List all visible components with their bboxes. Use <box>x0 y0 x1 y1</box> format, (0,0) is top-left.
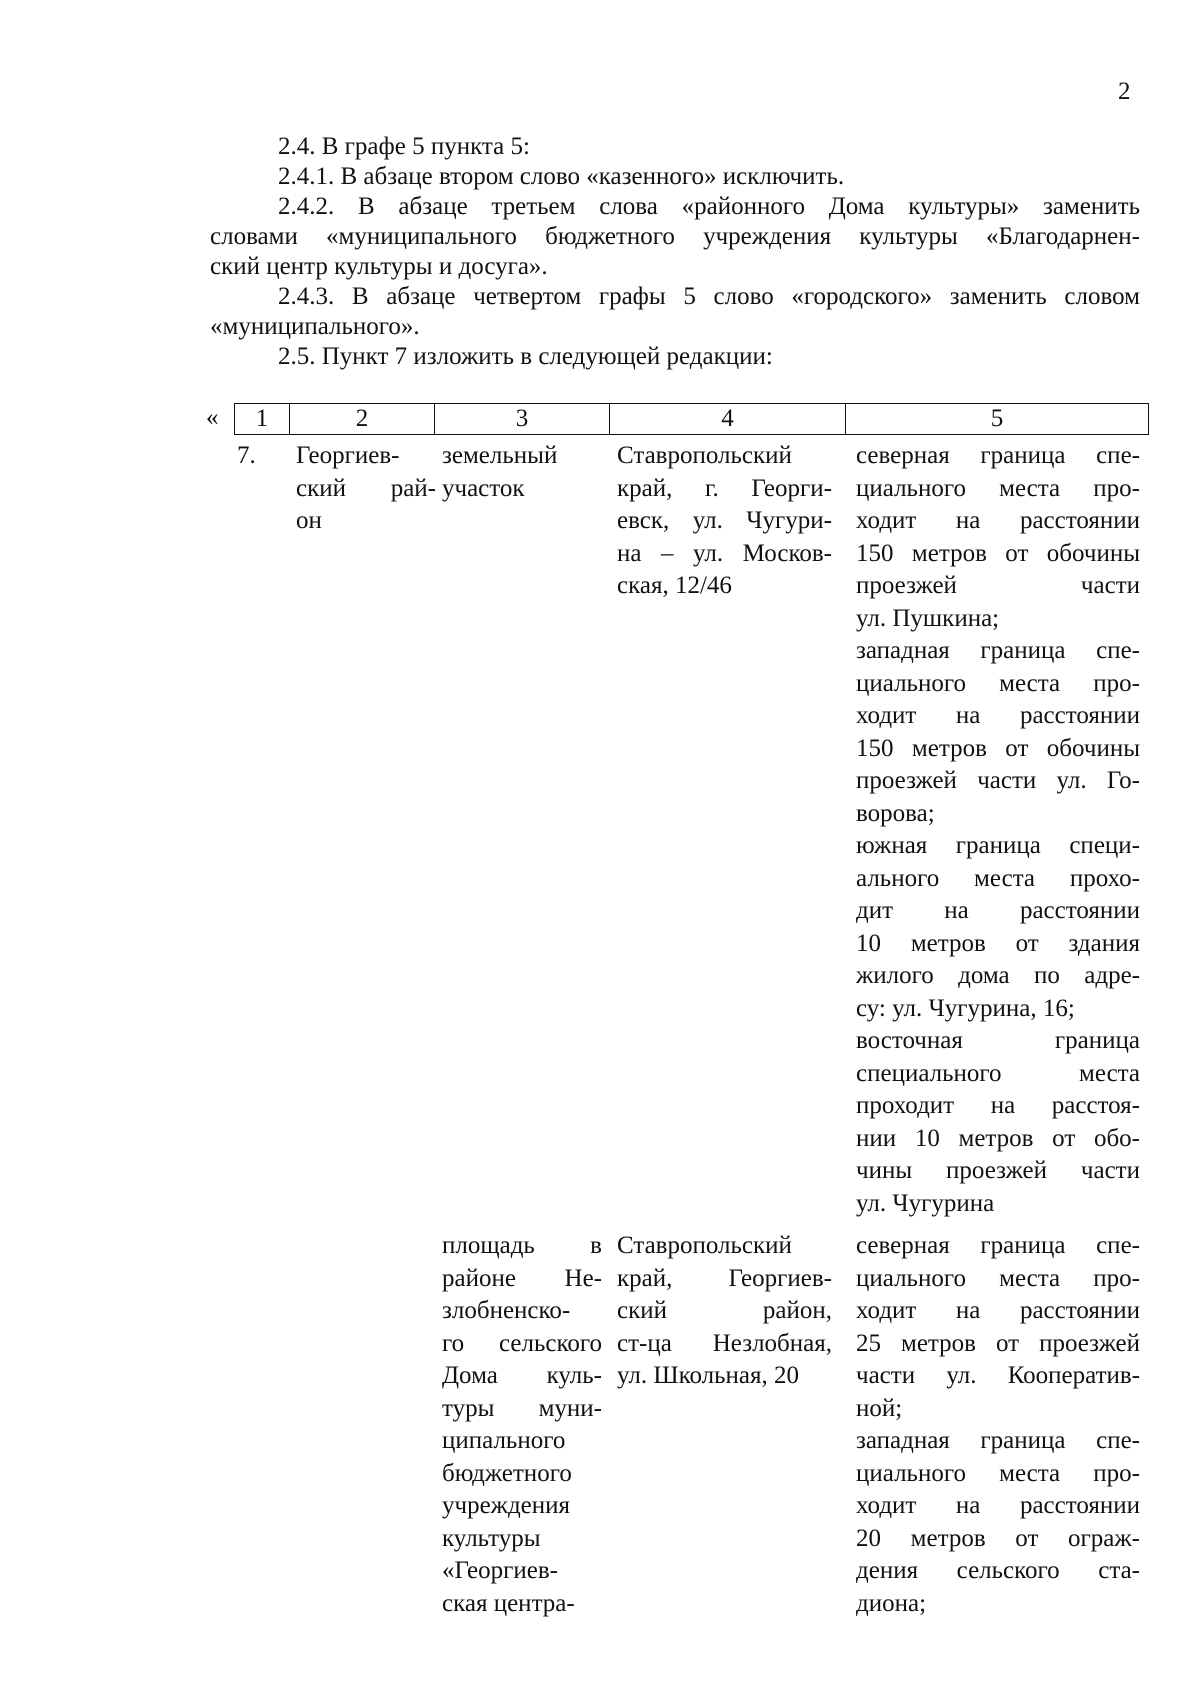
cell-line: Дома куль- <box>442 1362 602 1389</box>
cell-line: земельный <box>442 442 558 469</box>
header-col-4: 4 <box>610 404 846 435</box>
cell-line: 150 метров от обочины <box>856 539 1140 567</box>
cell-line: край, г. Георги- <box>617 474 832 502</box>
cell-line: ворова; <box>856 799 935 827</box>
cell-line: проходит на расстоя- <box>856 1092 1140 1119</box>
cell-line: участок <box>442 474 525 502</box>
cell-line: го сельского <box>442 1329 602 1357</box>
cell-line: северная граница спе- <box>856 442 1140 469</box>
cell-line: чины проезжей части <box>856 1157 1140 1184</box>
row7-district <box>296 440 436 538</box>
cell-line: ул. Чугурина <box>856 1189 995 1217</box>
cell-line: западная граница спе- <box>856 1427 1140 1454</box>
paragraph-line: 2.4.3. В абзаце четвертом графы 5 слово «городского» заменить словом <box>278 283 1140 310</box>
cell-line: ходит на расстоянии <box>856 507 1140 534</box>
cell-line: ская центра- <box>442 1589 575 1617</box>
cell-line: восточная граница <box>856 1027 1140 1054</box>
cell-line: 20 метров от ограж- <box>856 1524 1140 1552</box>
header-col-2: 2 <box>290 404 435 435</box>
cell-line: ной; <box>856 1394 903 1422</box>
paragraph-2-4 <box>210 132 1140 162</box>
cell-line: дения сельского ста- <box>856 1557 1140 1584</box>
cell-line: 150 метров от обочины <box>856 734 1140 762</box>
cell-line: 10 метров от здания <box>856 929 1140 957</box>
cell-line: Георгиев- <box>296 442 400 469</box>
cell-line: он <box>296 507 322 534</box>
paragraph-line: 2.4. В графе 5 пункта 5: <box>278 133 530 160</box>
cell-line: циального места про- <box>856 474 1140 502</box>
cell-line: дит на расстоянии <box>856 897 1140 924</box>
cell-line: учреждения <box>442 1492 571 1519</box>
entry1-object <box>442 440 602 505</box>
cell-line: ский район, <box>617 1297 832 1324</box>
cell-line: диона; <box>856 1589 927 1617</box>
cell-line: циального места про- <box>856 1264 1140 1292</box>
paragraph-line: 2.4.1. В абзаце втором слово «казенного» исключить. <box>278 163 845 190</box>
cell-line: ального места прохо- <box>856 864 1140 892</box>
cell-line: проезжей части <box>856 572 1140 599</box>
cell-line: «Георгиев- <box>442 1557 559 1584</box>
paragraph-line: «муниципального». <box>210 313 420 340</box>
paragraph-2-4-2 <box>210 192 1140 282</box>
cell-line: части ул. Кооператив- <box>856 1362 1140 1389</box>
cell-line: ходит на расстоянии <box>856 1492 1140 1519</box>
cell-line: бюджетного <box>442 1459 572 1487</box>
cell-line: 7. <box>237 442 256 469</box>
cell-line: евск, ул. Чугури- <box>617 507 832 534</box>
paragraph-line: 2.5. Пункт 7 изложить в следующей редакции: <box>278 343 773 370</box>
paragraph-line: ский центр культуры и досуга». <box>210 253 548 280</box>
cell-line: жилого дома по адре- <box>856 962 1140 989</box>
cell-line: су: ул. Чугурина, 16; <box>856 994 1075 1022</box>
paragraph-line: 2.4.2. В абзаце третьем слова «районного Дома культуры» заменить <box>278 193 1140 220</box>
cell-line: нии 10 метров от обо- <box>856 1124 1140 1152</box>
cell-line: ул. Пушкина; <box>856 604 1000 632</box>
paragraph-2-5 <box>210 342 1140 372</box>
cell-line: проезжей части ул. Го- <box>856 767 1140 794</box>
cell-line: ципального <box>442 1427 566 1454</box>
entry1-address <box>617 440 832 603</box>
cell-line: на – ул. Москов- <box>617 539 832 567</box>
cell-line: ходит на расстоянии <box>856 702 1140 729</box>
paragraph-2-4-1 <box>210 162 1140 192</box>
entry1-boundaries <box>856 440 1140 1220</box>
cell-line: циального места про- <box>856 669 1140 697</box>
header-col-1: 1 <box>235 404 290 435</box>
cell-line: ст-ца Незлобная, <box>617 1329 832 1357</box>
cell-line: южная граница специ- <box>856 832 1140 859</box>
cell-line: ская, 12/46 <box>617 572 732 599</box>
paragraph-2-4-3 <box>210 282 1140 342</box>
cell-line: Ставропольский <box>617 442 792 469</box>
cell-line: ходит на расстоянии <box>856 1297 1140 1324</box>
cell-line: 25 метров от проезжей <box>856 1329 1140 1357</box>
cell-line: злобненско- <box>442 1297 571 1324</box>
cell-line: Ставропольский <box>617 1232 792 1259</box>
header-col-5: 5 <box>846 404 1149 435</box>
entry2-object <box>442 1230 602 1620</box>
cell-line: туры муни- <box>442 1394 602 1422</box>
cell-line: районе Не- <box>442 1264 602 1292</box>
opening-quote: « <box>206 404 219 431</box>
paragraph-line: словами «муниципального бюджетного учреждения культуры «Благодарнен- <box>210 223 1140 250</box>
row7-number <box>237 440 277 473</box>
table-header <box>234 403 1149 435</box>
cell-line: площадь в <box>442 1232 602 1259</box>
cell-line: культуры <box>442 1524 541 1552</box>
cell-line: край, Георгиев- <box>617 1264 832 1292</box>
entry2-boundaries <box>856 1230 1140 1620</box>
entry2-address <box>617 1230 832 1393</box>
cell-line: северная граница спе- <box>856 1232 1140 1259</box>
header-col-3: 3 <box>435 404 610 435</box>
cell-line: ский рай- <box>296 474 436 502</box>
cell-line: западная граница спе- <box>856 637 1140 664</box>
cell-line: ул. Школьная, 20 <box>617 1362 799 1389</box>
cell-line: специального места <box>856 1059 1140 1087</box>
cell-line: циального места про- <box>856 1459 1140 1487</box>
page-number: 2 <box>1118 78 1131 105</box>
